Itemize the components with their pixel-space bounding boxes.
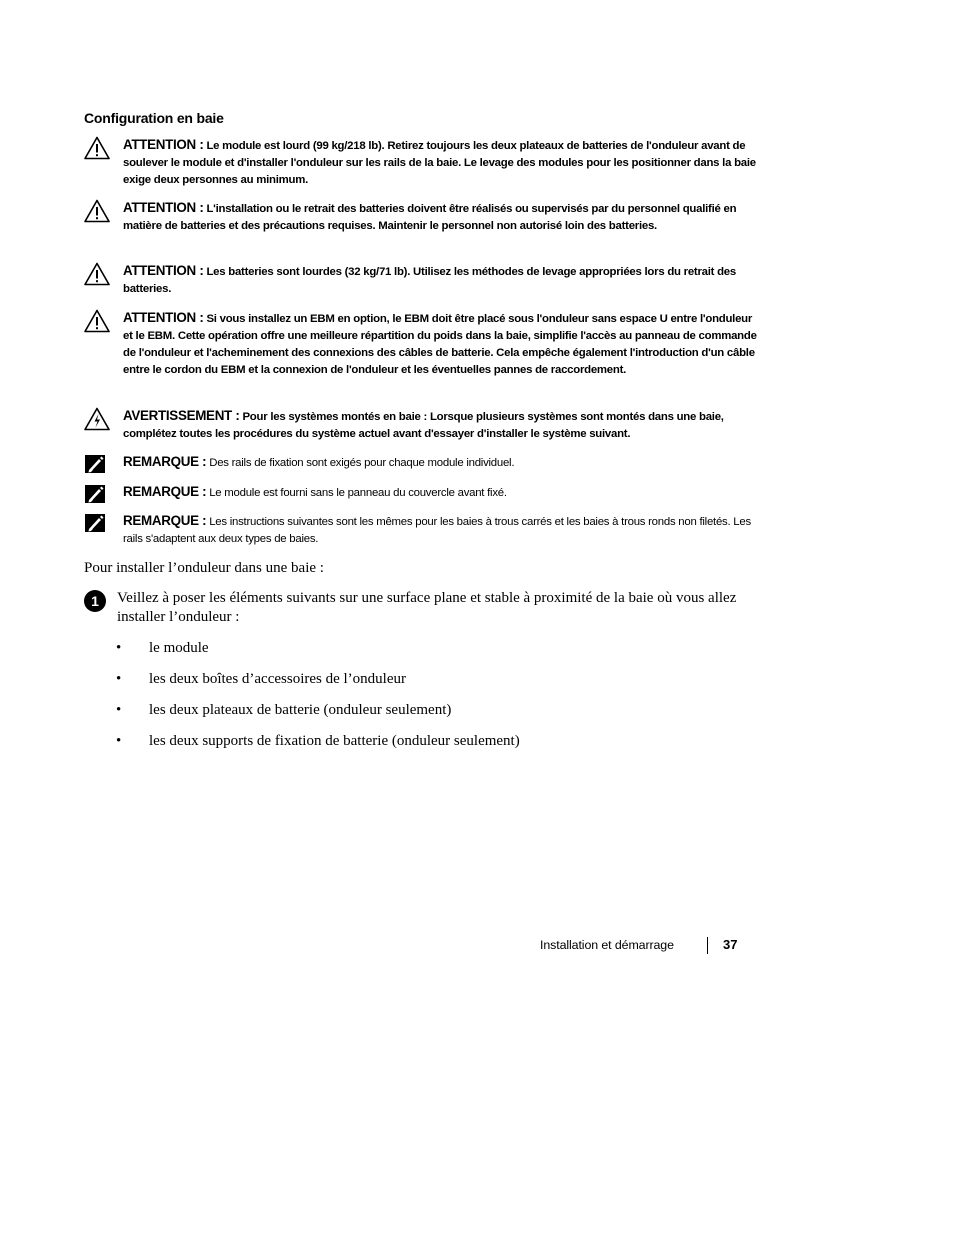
- notice-text: [123, 512, 759, 548]
- footer-chapter-title: Installation et démarrage: [540, 938, 674, 952]
- footer-divider: [707, 937, 708, 954]
- intro-paragraph: Pour installer l’onduleur dans une baie :: [84, 560, 324, 576]
- notice-label: ATTENTION :: [123, 310, 204, 325]
- notice-text: [123, 262, 759, 298]
- notice-label: ATTENTION :: [123, 263, 204, 278]
- notice-label: AVERTISSEMENT :: [123, 408, 240, 423]
- notice-label: ATTENTION :: [123, 200, 204, 215]
- bullet-icon: •: [116, 702, 122, 718]
- notice-text: [123, 453, 759, 472]
- notice-text: [123, 483, 759, 502]
- list-item-text: les deux boîtes d’accessoires de l’onduleur: [149, 671, 406, 687]
- page-number: 37: [723, 937, 738, 952]
- step-number-badge: 1: [84, 590, 106, 612]
- section-title: Configuration en baie: [84, 110, 224, 126]
- notice-body: Le module est lourd (99 kg/218 lb). Retirez toujours les deux plateaux de batteries de l'onduleur avant de soulever le module et d'installer l'onduleur sur les rails de la baie. Le levage des modules pour les positionner dans la baie exige deux personnes au minimum.: [123, 140, 756, 186]
- notice-label: REMARQUE :: [123, 513, 207, 528]
- caution-triangle-icon: [84, 199, 110, 223]
- notice-body: Les batteries sont lourdes (32 kg/71 lb). Utilisez les méthodes de levage appropriées lors du retrait des batteries.: [123, 266, 736, 295]
- note-pencil-icon: [84, 483, 110, 507]
- note-pencil-icon: [84, 453, 110, 477]
- notice-body: Des rails de fixation sont exigés pour chaque module individuel.: [209, 457, 515, 469]
- step-text: Veillez à poser les éléments suivants sur une surface plane et stable à proximité de la baie où vous allez installer l’onduleur :: [117, 590, 737, 625]
- electrical-warning-icon: [84, 407, 110, 431]
- notice-label: ATTENTION :: [123, 137, 204, 152]
- bullet-icon: •: [116, 640, 122, 656]
- notice-label: REMARQUE :: [123, 454, 207, 469]
- notice-text: [123, 309, 759, 379]
- notice-text: [123, 407, 759, 443]
- notice-label: REMARQUE :: [123, 484, 207, 499]
- notice-text: [123, 199, 759, 235]
- list-item-text: les deux supports de fixation de batterie (onduleur seulement): [149, 733, 520, 749]
- note-pencil-icon: [84, 512, 110, 536]
- caution-triangle-icon: [84, 309, 110, 333]
- notice-body: Le module est fourni sans le panneau du couvercle avant fixé.: [209, 487, 507, 499]
- notice-body: Pour les systèmes montés en baie : Lorsque plusieurs systèmes sont montés dans une baie, complétez toutes les procédures du système actuel avant d'essayer d'installer le système suivant.: [123, 411, 724, 440]
- notice-body: Si vous installez un EBM en option, le EBM doit être placé sous l'onduleur sans espace U entre l'onduleur et le EBM. Cette opération offre une meilleure répartition du poids dans la baie, simplifie l'accès au panneau de commande de l'onduleur et l'acheminement des connexions des câbles de batterie. Cela empêche également l'introduction d'un câble entre le cordon du EBM et la connexion de l'onduleur et les éventuelles pannes de raccordement.: [123, 313, 757, 376]
- list-item-text: le module: [149, 640, 209, 656]
- caution-triangle-icon: [84, 136, 110, 160]
- notice-body: Les instructions suivantes sont les mêmes pour les baies à trous carrés et les baies à trous ronds non filetés. Les rails s'adaptent aux deux types de baies.: [123, 516, 751, 545]
- bullet-icon: •: [116, 671, 122, 687]
- list-item-text: les deux plateaux de batterie (onduleur seulement): [149, 702, 452, 718]
- bullet-icon: •: [116, 733, 122, 749]
- caution-triangle-icon: [84, 262, 110, 286]
- notice-text: [123, 136, 759, 189]
- notice-body: L'installation ou le retrait des batteries doivent être réalisés ou supervisés par du personnel qualifié en matière de batteries et des précautions requises. Maintenir le personnel non autorisé loin des batteries.: [123, 203, 737, 232]
